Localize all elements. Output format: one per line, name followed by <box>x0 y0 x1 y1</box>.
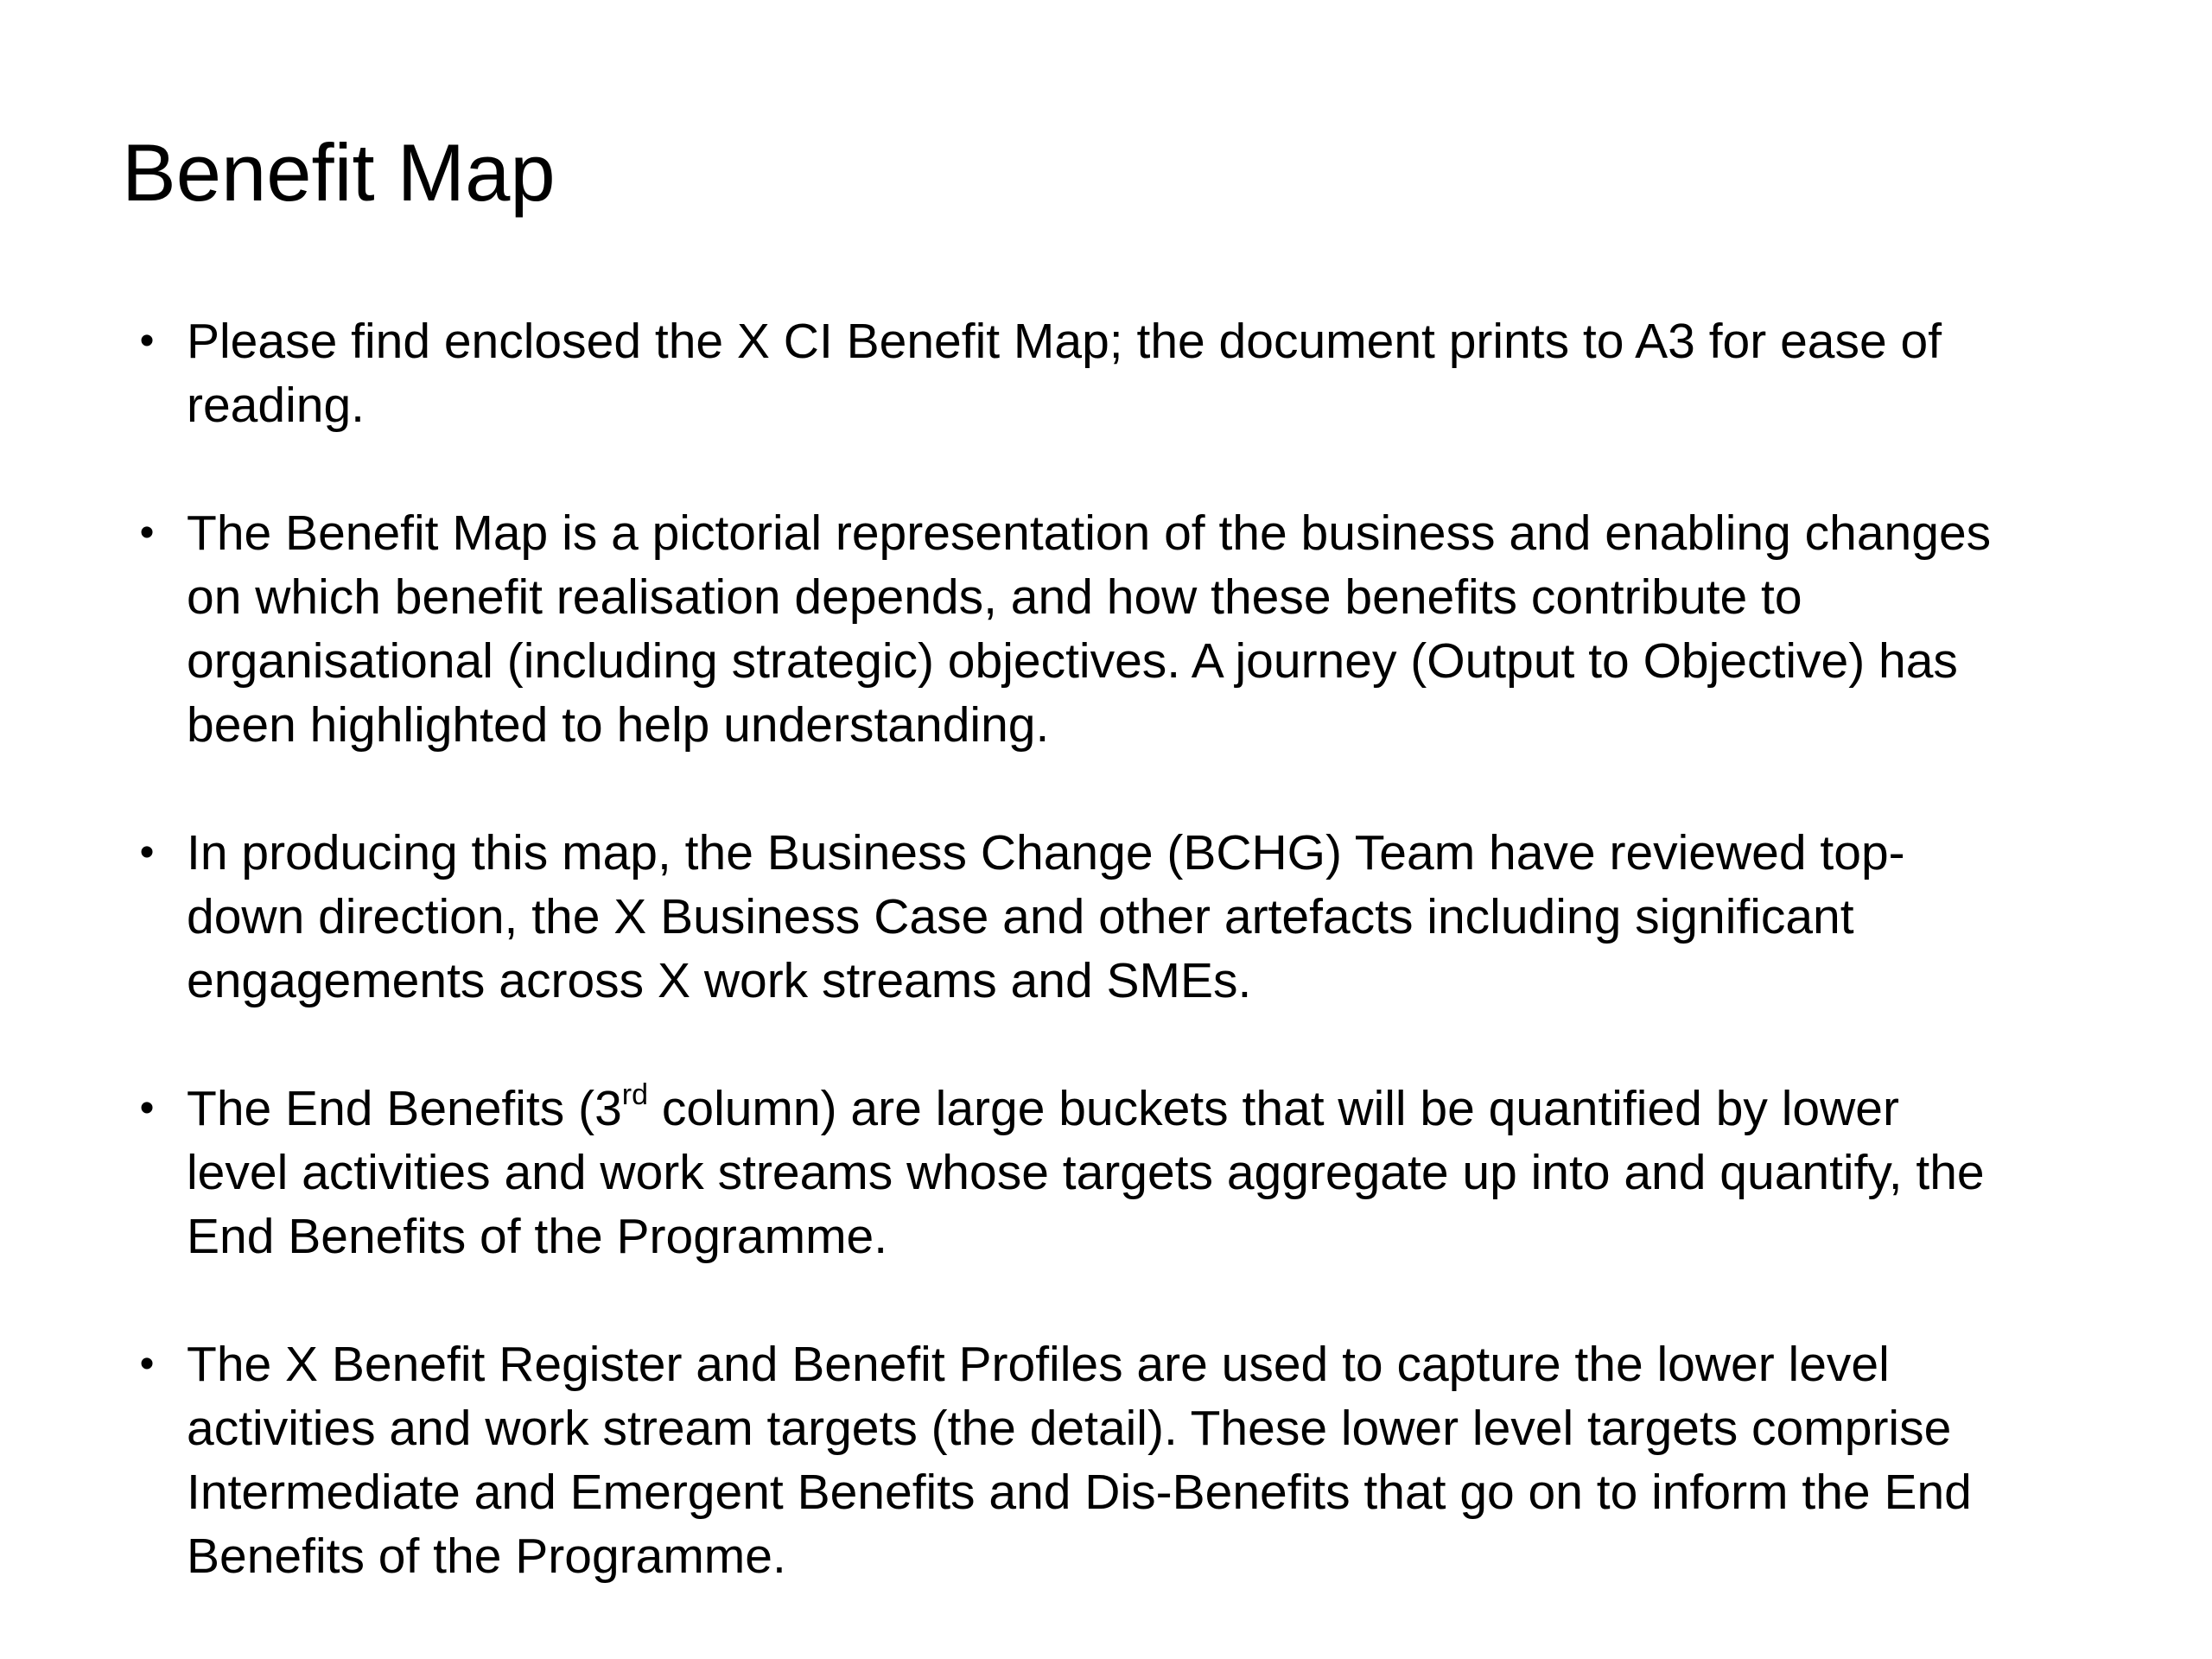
bullet-icon: • <box>139 1085 155 1131</box>
bullet-line: The Benefit Map is a pictorial representation of the business and enabling changes <box>187 505 1992 561</box>
bullet-line: down direction, the X Business Case and other artefacts including significant <box>187 889 1854 944</box>
bullet-line: organisational (including strategic) objectives. A journey (Output to Objective) has <box>187 633 1958 689</box>
bullet-line: The X Benefit Register and Benefit Profiles are used to capture the lower level <box>187 1337 1890 1392</box>
bullet-line: engagements across X work streams and SMEs. <box>187 953 1252 1008</box>
bullet-line: activities and work stream targets (the detail). These lower level targets comprise <box>187 1401 1952 1456</box>
bullet-item-5 <box>0 1332 2212 1588</box>
bullet-item-3 <box>0 821 2212 1013</box>
bullet-icon: • <box>139 510 155 556</box>
bullet-line: Intermediate and Emergent Benefits and Dis-Benefits that go on to inform the End <box>187 1465 1972 1520</box>
bullet-line: Benefits of the Programme. <box>187 1529 786 1584</box>
bullet-text: column) are large buckets that will be quantified by lower <box>648 1081 1899 1136</box>
bullet-text: The End Benefits (3 <box>187 1081 622 1136</box>
bullet-line: on which benefit realisation depends, and how these benefits contribute to <box>187 569 1802 625</box>
bullet-line: level activities and work streams whose targets aggregate up into and quantify, the <box>187 1145 1985 1200</box>
bullet-icon: • <box>139 318 155 364</box>
bullet-line: End Benefits of the Programme. <box>187 1209 888 1264</box>
bullet-icon: • <box>139 1341 155 1387</box>
bullet-item-2 <box>0 501 2212 757</box>
bullet-line <box>187 1077 2177 1141</box>
bullet-item-4 <box>0 1077 2212 1268</box>
bullet-icon: • <box>139 830 155 875</box>
bullet-line: In producing this map, the Business Change (BCHG) Team have reviewed top- <box>187 825 1905 880</box>
bullet-list <box>0 309 2212 1652</box>
bullet-item-1 <box>0 309 2212 437</box>
bullet-line: Please find enclosed the X CI Benefit Map; the document prints to A3 for ease of <box>187 314 1942 369</box>
slide-title: Benefit Map <box>122 127 556 218</box>
bullet-line: reading. <box>187 378 365 433</box>
bullet-line: been highlighted to help understanding. <box>187 697 1050 753</box>
superscript-ordinal: rd <box>621 1078 649 1111</box>
